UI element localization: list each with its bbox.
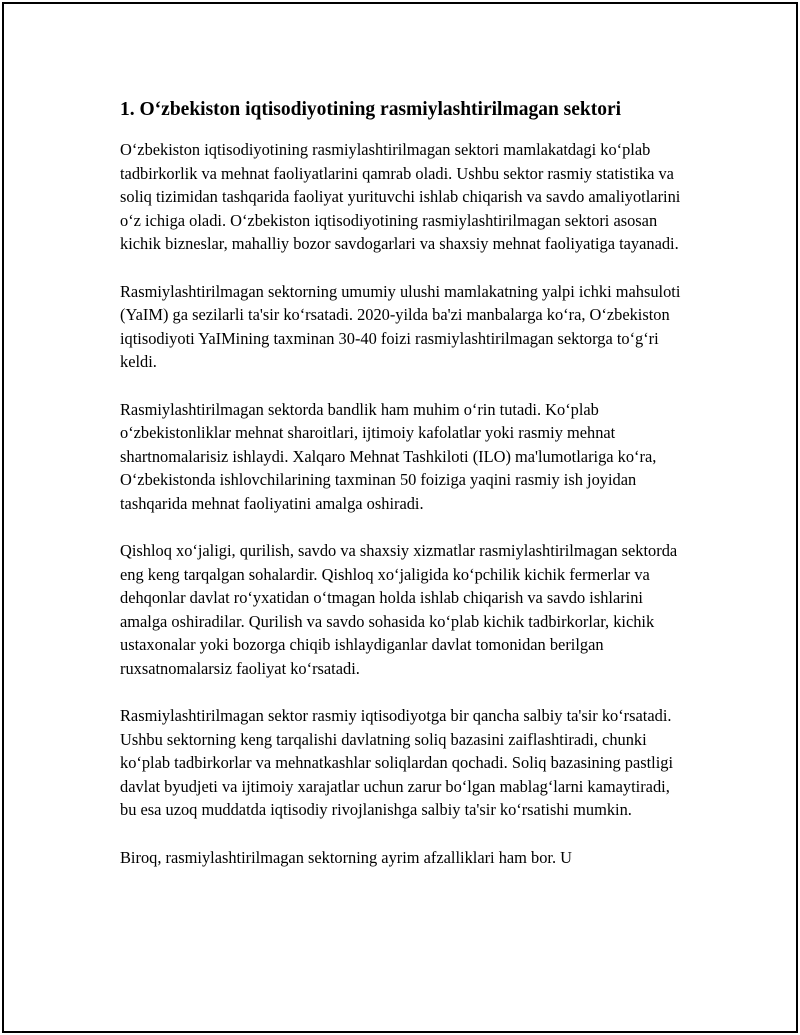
document-body [120, 96, 690, 869]
paragraph-1: O‘zbekiston iqtisodiyotining rasmiylashtirilmagan sektori mamlakatdagi ko‘plab tadbirkorlik va mehnat faoliyatlarini qamrab oladi. Ushbu sektor rasmiy statistika va soliq tizimidan tashqarida faoliyat yurituvchi ishlab chiqarish va savdo amaliyotlarini o‘z ichiga oladi. O‘zbekiston iqtisodiyotining rasmiylashtirilmagan sektori asosan kichik bizneslar, mahalliy bozor savdogarlari va shaxsiy mehnat faoliyatiga tayanadi. [120, 140, 681, 253]
paragraph-2: Rasmiylashtirilmagan sektorning umumiy ulushi mamlakatning yalpi ichki mahsuloti (YaIM) ga sezilarli ta'sir ko‘rsatadi. 2020-yilda ba'zi manbalarga ko‘ra, O‘zbekiston iqtisodiyoti YaIMining taxminan 30-40 foizi rasmiylashtirilmagan sektorga to‘g‘ri keldi. [120, 281, 681, 371]
document-page [2, 2, 798, 1033]
paragraph-4: Qishloq xo‘jaligi, qurilish, savdo va shaxsiy xizmatlar rasmiylashtirilmagan sektorda eng keng tarqalgan sohalardir. Qishloq xo‘jaligida ko‘pchilik kichik fermerlar va dehqonlar davlat ro‘yxatidan o‘tmagan holda ishlab chiqarish va savdo ishlarini amalga oshiradilar. Qurilish va savdo sohasida ko‘plab kichik tadbirkorlar, kichik ustaxonalar yoki bozorga chiqib ishlaydiganlar davlat tomonidan berilgan ruxsatnomalarsiz faoliyat ko‘rsatadi. [120, 541, 678, 678]
paragraph-3: Rasmiylashtirilmagan sektorda bandlik ham muhim o‘rin tutadi. Ko‘plab o‘zbekistonliklar mehnat sharoitlari, ijtimoiy kafolatlar yoki rasmiy mehnat shartnomalarisiz ishlaydi. Xalqaro Mehnat Tashkiloti (ILO) ma'lumotlariga ko‘ra, O‘zbekistonda ishlovchilarining taxminan 50 foiziga yaqini rasmiy ish joyidan tashqarida mehnat faoliyatini amalga oshiradi. [120, 399, 657, 513]
section-heading: 1. O‘zbekiston iqtisodiyotining rasmiylashtirilmagan sektori [120, 99, 622, 120]
paragraph-6: Biroq, rasmiylashtirilmagan sektorning ayrim afzalliklari ham bor. U [120, 847, 572, 867]
paragraph-5: Rasmiylashtirilmagan sektor rasmiy iqtisodiyotga bir qancha salbiy ta'sir ko‘rsatadi. Ushbu sektorning keng tarqalishi davlatning soliq bazasini zaiflashtiradi, chunki ko‘plab tadbirkorlar va mehnatkashlar soliqlardan qochadi. Soliq bazasining pastligi davlat byudjeti va ijtimoiy xarajatlar uchun zarur bo‘lgan mablag‘larni kamaytiradi, bu esa uzoq muddatda iqtisodiy rivojlanishga salbiy ta'sir ko‘rsatishi mumkin. [120, 706, 674, 819]
